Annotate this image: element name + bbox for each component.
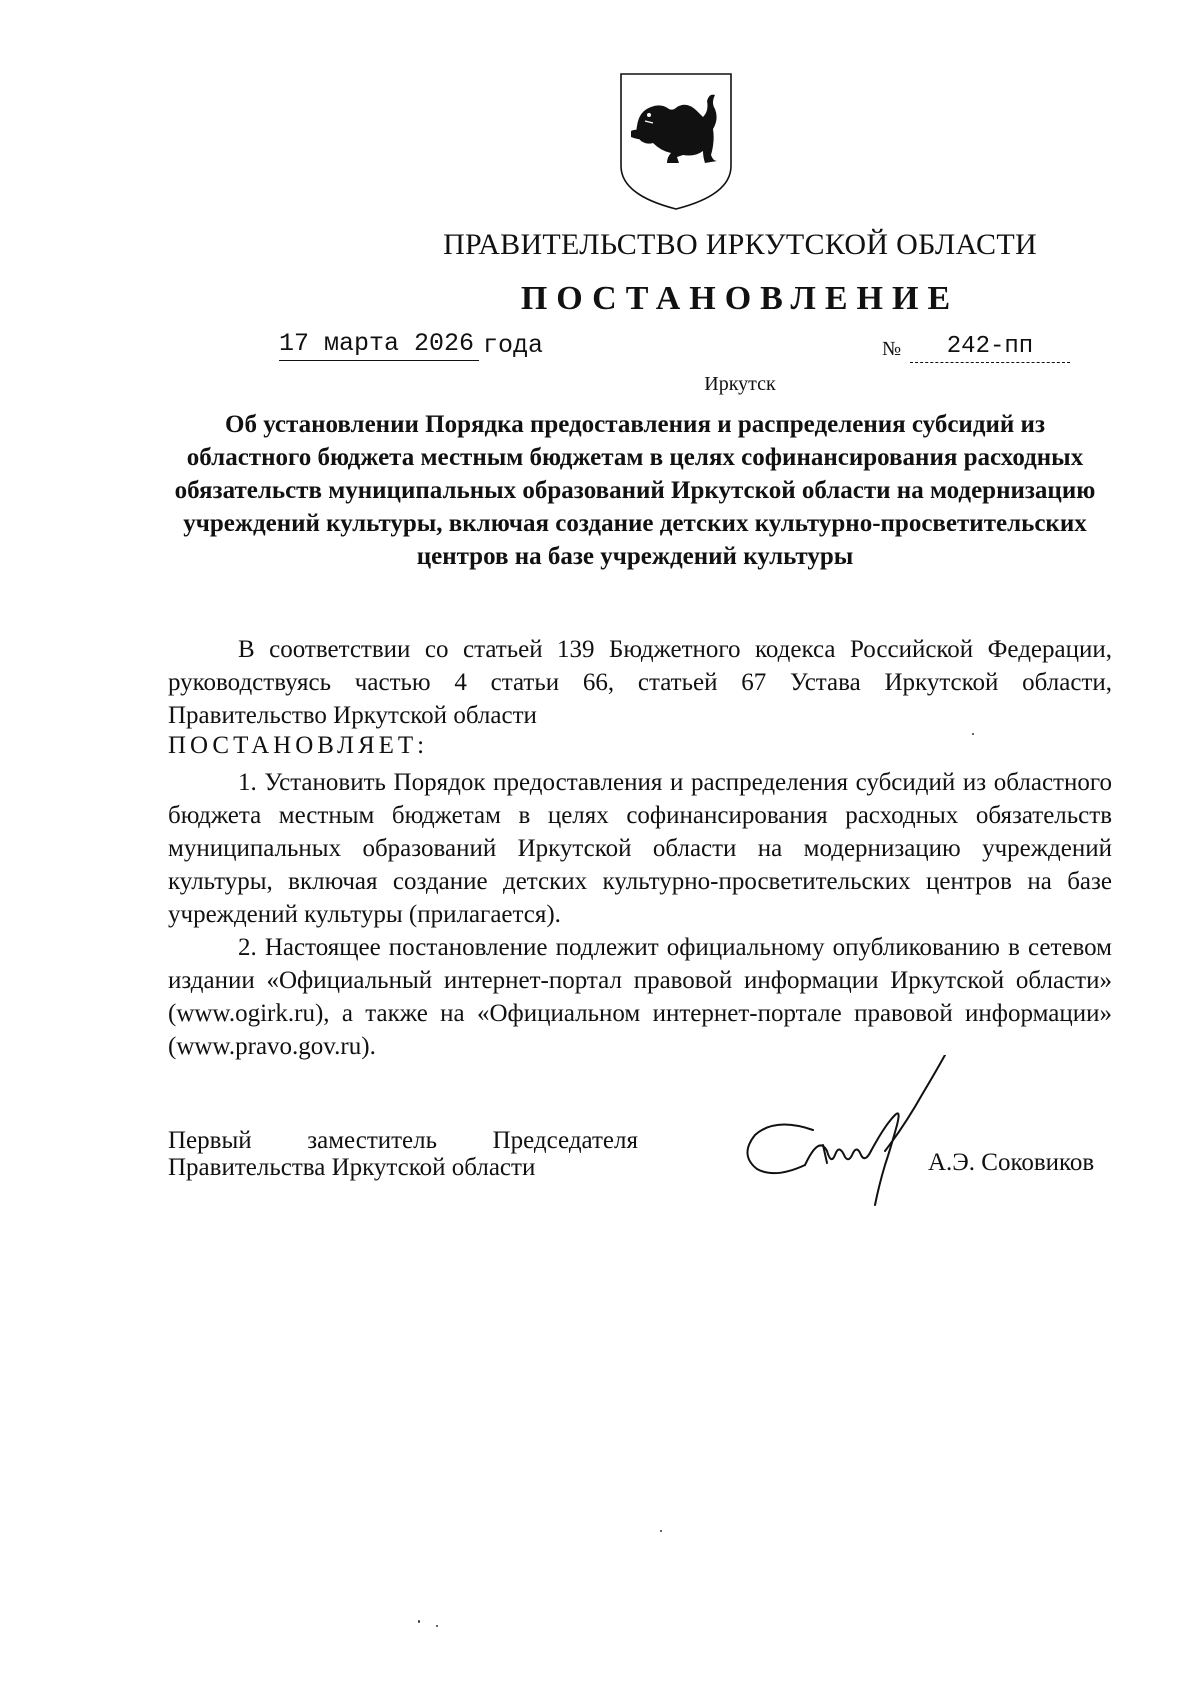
signatory-position-line-1: Первый заместитель Председателя xyxy=(168,1127,638,1154)
document-number-label: № xyxy=(882,338,902,360)
resolves-heading: ПОСТАНОВЛЯЕТ: xyxy=(168,732,429,759)
document-city: Иркутск xyxy=(704,373,776,395)
issuing-authority: ПРАВИТЕЛЬСТВО ИРКУТСКОЙ ОБЛАСТИ xyxy=(443,228,1037,261)
document-number: 242-пп xyxy=(910,333,1070,363)
signatory-name: А.Э. Соковиков xyxy=(928,1149,1095,1176)
document-type: ПОСТАНОВЛЕНИЕ xyxy=(520,280,960,317)
scan-speck xyxy=(972,733,974,735)
preamble-paragraph: В соответствии со статьей 139 Бюджетного кодекса Российской Федерации, руководствуясь частью 4 статьи 66, статьей 67 Устава Иркутской области, Правительство Иркутской области xyxy=(168,636,1112,729)
scan-speck xyxy=(660,1530,662,1532)
clause-2: 2. Настоящее постановление подлежит официальному опубликованию в сетевом издании «Официальный интернет-портал правовой информации Иркутской области» (www.ogirk.ru), а также на «Официальном интернет-портале правовой информации» (www.pravo.gov.ru). xyxy=(168,934,1112,1060)
scan-speck xyxy=(436,1625,438,1627)
signatory-position-line-2: Правительства Иркутской области xyxy=(168,1154,536,1181)
document-subject: Об установлении Порядка предоставления и распределения субсидий из областного бюджета местным бюджетам в целях софинансирования расходных обязательств муниципальных образований Иркутской области на модернизацию учреждений культуры, включая создание детских культурно-просветительских центров на базе учреждений культуры xyxy=(174,411,1096,570)
document-date: 17 марта 2026 xyxy=(279,329,479,361)
clause-1: 1. Установить Порядок предоставления и распределения субсидий из областного бюджета местным бюджетам в целях софинансирования расходных обязательств муниципальных образований Иркутской области на модернизацию учреждений культуры, включая создание детских культурно-просветительских центров на базе учреждений культуры (прилагается). xyxy=(168,769,1112,928)
handwritten-signature-icon xyxy=(735,1055,965,1215)
scan-speck xyxy=(418,1620,420,1623)
document-date-suffix: года xyxy=(483,331,544,360)
coat-of-arms-icon xyxy=(617,71,735,212)
